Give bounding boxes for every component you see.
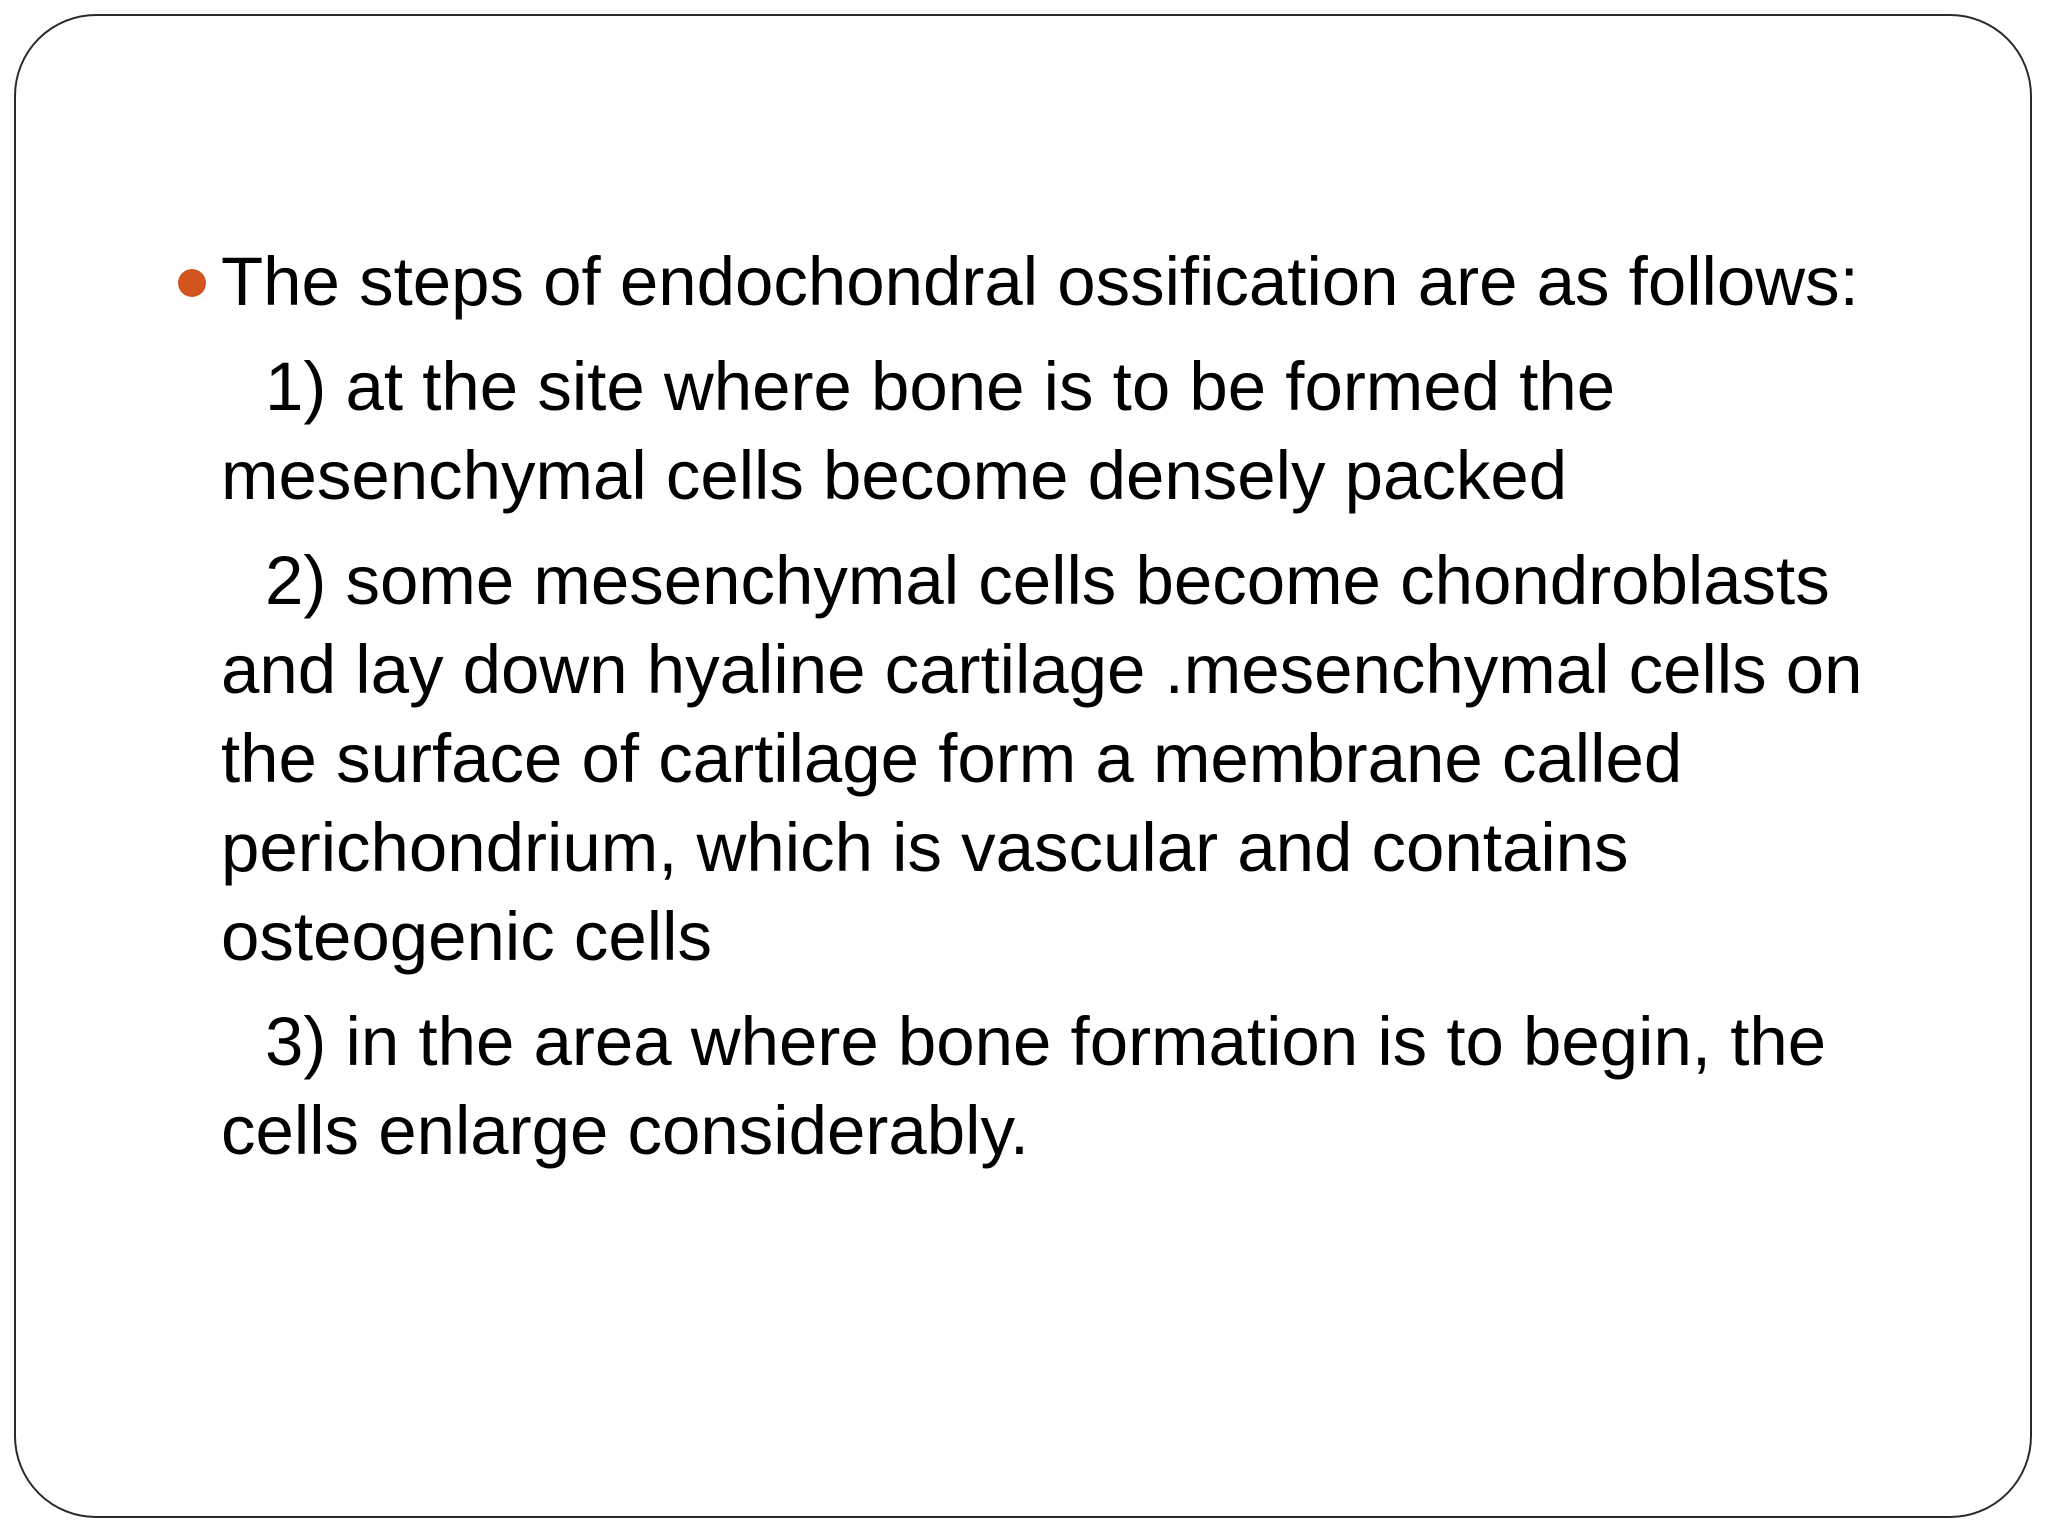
step-2-text: 2) some mesenchymal cells become chondroblasts and lay down hyaline cartilage .mesenchymal cells on the surface of cartilage form a membrane called perichondrium, which is vascular and contains osteogenic cells <box>221 542 1863 975</box>
bullet-dot-icon <box>178 269 206 297</box>
step-1-text: 1) at the site where bone is to be formed the mesenchymal cells become densely packed <box>221 348 1616 514</box>
step-3-text: 3) in the area where bone formation is to begin, the cells enlarge considerably. <box>221 1003 1827 1169</box>
slide-body <box>221 237 1881 1175</box>
intro-text: The steps of endochondral ossification are as follows: <box>221 243 1859 320</box>
